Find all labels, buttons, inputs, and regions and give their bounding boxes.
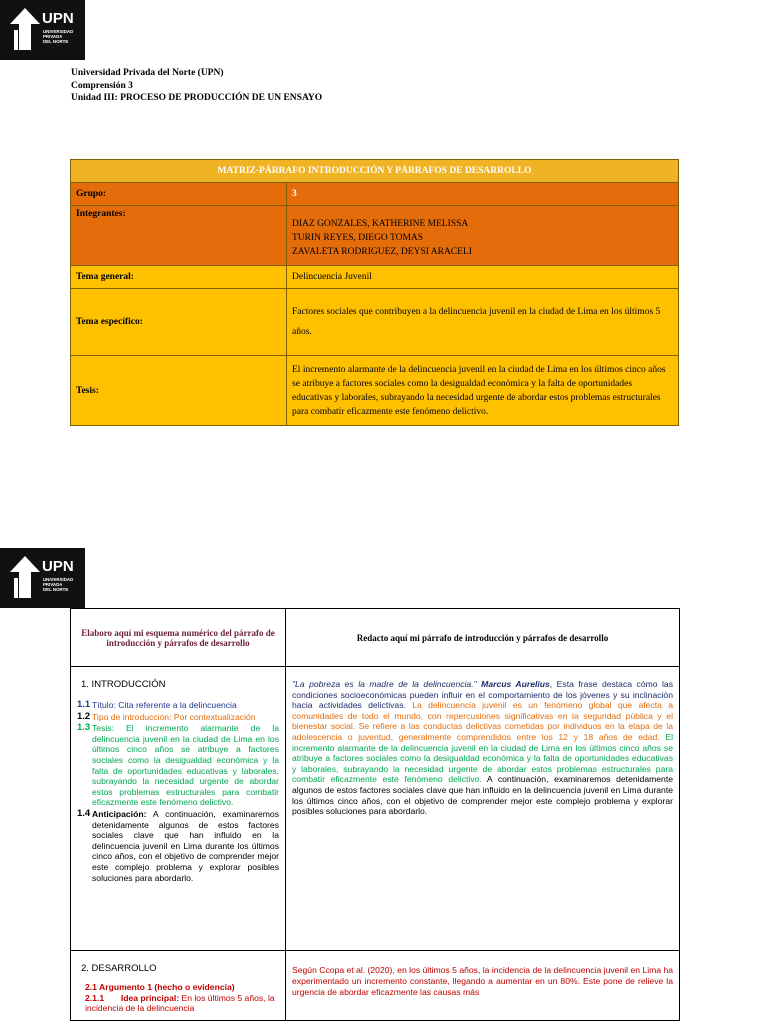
logo-subtitle: UNIVERSIDAD PRIVADA DEL NORTE [43, 29, 74, 44]
intro-paragraph-text: "La pobreza es la madre de la delincuencia." Marcus Aurelius, Esta frase destaca cómo las condiciones socioeconómicas pueden influir en el comportamiento de los jóvenes y su inclinación hacia actividades delictivas. La delincuencia juvenil es un fenómeno global que afecta a comunidades de todo el mundo, con repercusiones significativas en la seguridad pública y el bienestar social. Se refiere a las conductas delictivas cometidas por individuos en la etapa de la adolescencia o juventud, generalmente comprendidos entre los 12 y 18 años de edad. El incremento alarmante de la delincuencia juvenil en la ciudad de Lima en los últimos cinco años se atribuye a factores sociales como la desigualdad económica y la falta de oportunidades educativas y laborales, subrayando la necesidad urgente de abordar estos problemas estructurales para combatir eficazmente este fenómeno delictivo. A continuación, examinaremos detenidamente algunos de estos factores sociales clave que han influido en la delincuencia juvenil en Lima durante los últimos cinco años, con el objetivo de comprender mejor este complejo problema y explorar posibles soluciones para abordarlo. [292, 679, 674, 817]
integrantes-label: Integrantes: [71, 206, 287, 266]
upn-arrow-icon [10, 556, 40, 598]
integrante: DIAZ GONZALES, KATHERINE MELISSA [292, 219, 469, 229]
university-name: Universidad Privada del Norte (UPN) [71, 68, 224, 78]
desarrollo-paragraph [286, 951, 680, 1021]
desarrollo-row [71, 951, 680, 1021]
integrante: ZAVALETA RODRIGUEZ, DEYSI ARACELI [292, 247, 472, 257]
desarrollo-heading: 2. DESARROLLO [81, 963, 157, 974]
esquema-header-left: Elaboro aquí mi esquema numérico del párrafo de introducción y párrafos de desarrollo [71, 609, 286, 667]
tema-general-value: Delincuencia Juvenil [287, 266, 679, 289]
upn-logo [0, 548, 85, 608]
tesis-value: El incremento alarmante de la delincuencia juvenil en la ciudad de Lima en los últimos cinco años se atribuye a factores sociales como la desigualdad económica y la falta de oportunidades educativas y laborales, subrayando la necesidad urgente de abordar estos problemas estructurales para combatir eficazmente este fenómeno delictivo. [287, 356, 679, 426]
integrante: TURIN REYES, DIEGO TOMAS [292, 233, 424, 243]
matrix-title-row [71, 160, 679, 183]
matrix-table [70, 159, 679, 426]
upn-logo [0, 0, 85, 60]
grupo-label: Grupo: [71, 183, 287, 206]
document-header [71, 67, 322, 105]
grupo-row [71, 183, 679, 206]
introduccion-heading: 1. INTRODUCCIÓN [81, 679, 166, 690]
logo-brand: UPN [42, 558, 74, 575]
matrix-title: MATRIZ-PÁRRAFO INTRODUCCIÓN Y PÁRRAFOS DE DESARROLLO [71, 160, 679, 183]
logo-subtitle: UNIVERSIDAD PRIVADA DEL NORTE [43, 577, 74, 592]
desarrollo-paragraph-text: Según Ccopa et al. (2020), en los últimos 5 años, la incidencia de la delincuencia juvenil en Lima ha experimentado un incremento constante, llegando a aumentar en un 80%. Este pone de relieve la urgencia de abordar eficazmente las causas más [292, 965, 673, 997]
desarrollo-scheme [71, 951, 286, 1021]
upn-arrow-icon [10, 8, 40, 50]
tema-especifico-row [71, 289, 679, 356]
tema-especifico-value: Factores sociales que contribuyen a la delincuencia juvenil en la ciudad de Lima en los últimos 5 años. [287, 289, 679, 356]
argumento-1: 2.1 Argumento 1 (hecho o evidencia) [85, 982, 235, 992]
grupo-value: 3 [287, 183, 679, 206]
scheme-item-1-2: 1.2 Tipo de introducción: Por contextualización [77, 710, 256, 722]
course-name: Comprensión 3 [71, 80, 133, 91]
scheme-item-1-4: 1.4 Anticipación: A continuación, examinaremos detenidamente algunos de estos factores sociales clave que han influido en la delincuencia juvenil en Lima durante los últimos cinco años, con el objetivo de comprender mejor este complejo problema y explorar posibles soluciones para abordarlo. [77, 807, 279, 883]
tesis-row [71, 356, 679, 426]
esquema-table [70, 608, 680, 1021]
logo-brand: UPN [42, 10, 74, 27]
introduccion-row [71, 667, 680, 951]
unit-name: Unidad III: PROCESO DE PRODUCCIÓN DE UN ENSAYO [71, 93, 323, 103]
introduccion-scheme [71, 667, 286, 951]
integrantes-list [287, 206, 679, 266]
introduccion-paragraph [286, 667, 680, 951]
tema-especifico-label: Tema específico: [71, 289, 287, 356]
scheme-item-1-1: 1.1 Título: Cita referente a la delincuencia [77, 699, 237, 710]
esquema-header-right: Redacto aquí mi párrafo de introducción y párrafos de desarrollo [286, 609, 680, 667]
tesis-label: Tesis: [71, 356, 287, 426]
esquema-header-row [71, 609, 680, 667]
idea-principal: 2.1.1 Idea principal: En los últimos 5 años, la incidencia de la delincuencia [85, 992, 275, 1014]
tema-general-row [71, 266, 679, 289]
tema-general-label: Tema general: [71, 266, 287, 289]
integrantes-row [71, 206, 679, 266]
scheme-item-1-3: 1.3 Tesis: El incremento alarmante de la delincuencia juvenil en la ciudad de Lima en los últimos cinco años se atribuye a factores sociales como la desigualdad económica y la falta de oportunidades educativas y laborales, subrayando la necesidad urgente de abordar estos problemas estructurales para combatir eficazmente este fenómeno delictivo. [77, 722, 279, 808]
